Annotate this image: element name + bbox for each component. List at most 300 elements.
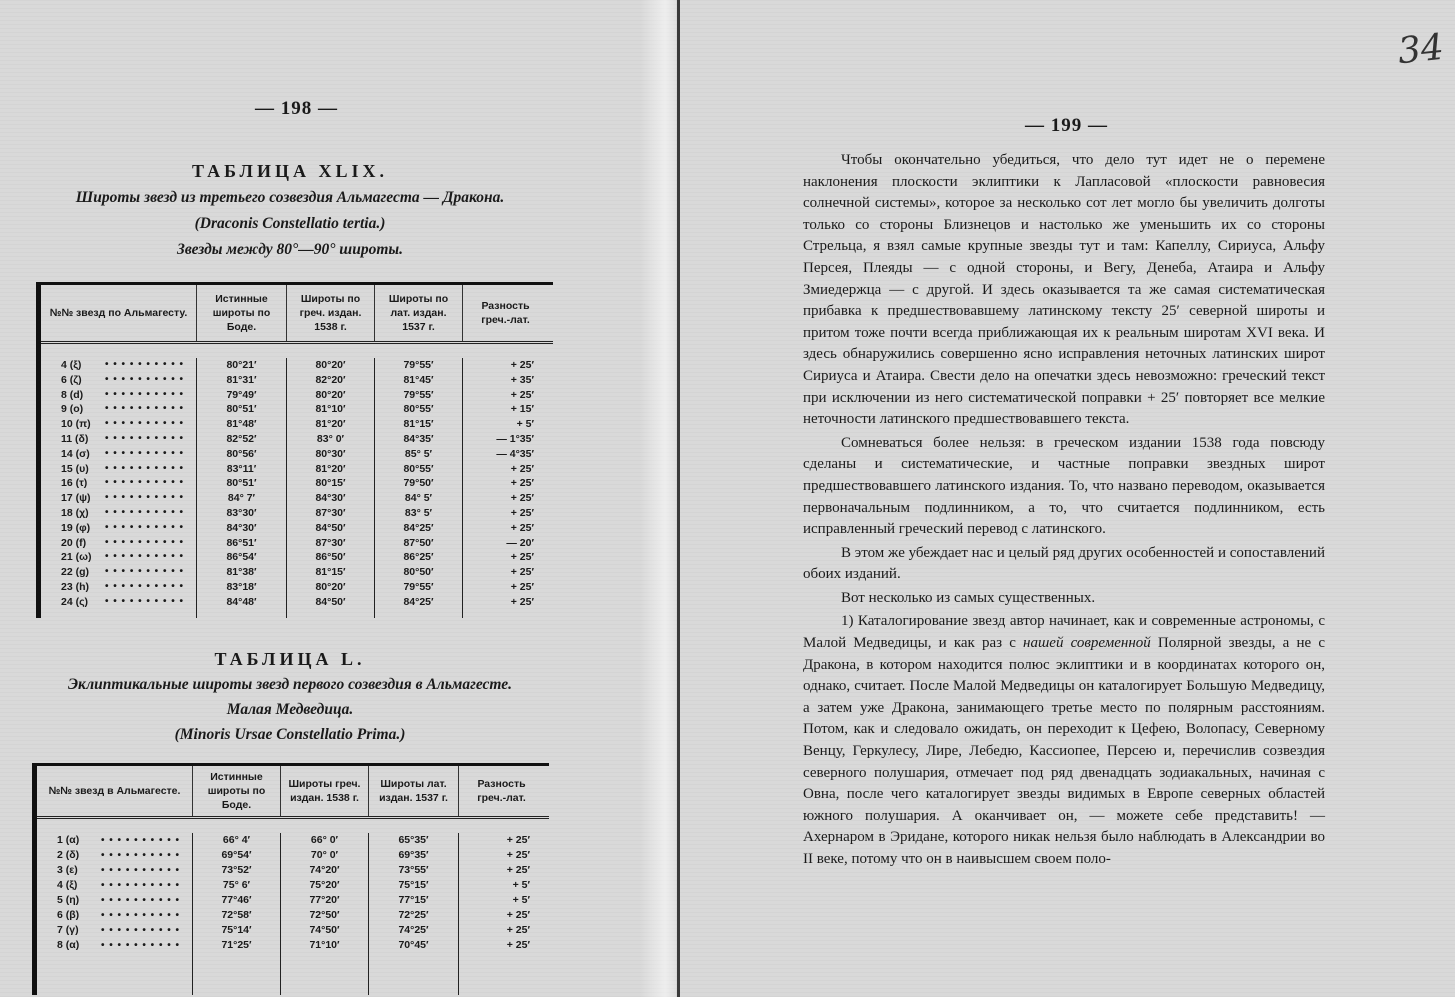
cell-difference: + 25′ [506, 864, 530, 876]
table-row-cell-wrapper [375, 491, 462, 506]
body-text [803, 150, 1325, 873]
cell-true-latitude: 73°52′ [221, 864, 252, 876]
table-49-heading [10, 160, 570, 260]
table-row-cell-wrapper [41, 402, 196, 417]
cell-star-number: 8 (α) [57, 939, 80, 951]
header-star-number: №№ звезд по Альмагесту. [41, 285, 197, 341]
table-row-cell-wrapper [193, 863, 280, 878]
table-row-cell-wrapper [459, 938, 544, 953]
cell-greek-1538: 80°30′ [315, 447, 346, 460]
table-row-cell-wrapper [463, 580, 548, 595]
table-row-cell-wrapper [463, 476, 548, 491]
table-row-cell-wrapper [375, 550, 462, 565]
cell-latin-1537: 86°25′ [403, 551, 434, 564]
table-row-cell-wrapper [41, 595, 196, 610]
cell-star-number: 4 (ξ) [57, 879, 78, 891]
cell-greek-1538: 80°15′ [315, 477, 346, 490]
cell-latin-1537: 65°35′ [398, 834, 429, 846]
cell-greek-1538: 74°20′ [309, 864, 340, 876]
cell-true-latitude: 82°52′ [226, 432, 257, 445]
cell-greek-1538: 71°10′ [309, 939, 340, 951]
cell-difference: + 25′ [506, 909, 530, 921]
table-row-cell-wrapper [463, 506, 548, 521]
cell-star-number: 3 (ε) [57, 864, 78, 876]
cell-greek-1538: 74°50′ [309, 924, 340, 936]
cell-greek-1538: 87°30′ [315, 536, 346, 549]
table-row-cell-wrapper [41, 550, 196, 565]
cell-difference: + 25′ [510, 521, 534, 534]
cell-true-latitude: 84°48′ [226, 595, 257, 608]
gutter-shadow [640, 0, 676, 997]
table-row-cell-wrapper [37, 878, 192, 893]
cell-latin-1537: 79°50′ [403, 477, 434, 490]
column-greek-1538 [281, 833, 369, 995]
cell-greek-1538: 70° 0′ [310, 849, 339, 861]
cell-latin-1537: 77°15′ [398, 894, 429, 906]
cell-difference: + 25′ [510, 595, 534, 608]
table-row-cell-wrapper [281, 908, 368, 923]
leader-dots: • • • • • • • • • • [105, 359, 185, 370]
cell-greek-1538: 83° 0′ [316, 432, 345, 445]
table-row-cell-wrapper [37, 893, 192, 908]
header-true-latitude: Истинные широты по Боде. [197, 285, 287, 341]
table-row-cell-wrapper [193, 848, 280, 863]
cell-difference: + 25′ [510, 506, 534, 519]
table-49-body [41, 344, 553, 618]
cell-latin-1537: 85° 5′ [404, 447, 433, 460]
column-difference [463, 358, 548, 618]
cell-difference: + 15′ [510, 403, 534, 416]
table-row-cell-wrapper [41, 476, 196, 491]
table-row-cell-wrapper [463, 521, 548, 536]
cell-latin-1537: 75°15′ [398, 879, 429, 891]
header-true-latitude: Истинные широты по Боде. [193, 766, 281, 816]
table-row-cell-wrapper [463, 373, 548, 388]
cell-star-number: 5 (η) [57, 894, 80, 906]
table-50-body [37, 819, 549, 995]
table-50-note: Малая Медведица. [226, 701, 354, 718]
cell-star-number: 15 (υ) [61, 462, 89, 475]
cell-difference: + 25′ [510, 462, 534, 475]
table-row-cell-wrapper [287, 550, 374, 565]
paragraph-2: Сомневаться более нельзя: в греческом издании 1538 года повсюду сделаны и систематические, и частные поправки звездных широт предшествовавшего латинского издания. То, что названо переводом, оказывается первоначальным подлинником, а то, что считается подлинником, есть исправленный греческий перевод с латинского. [803, 434, 1325, 538]
table-row-cell-wrapper [197, 388, 286, 403]
table-row-cell-wrapper [41, 580, 196, 595]
cell-true-latitude: 86°54′ [226, 551, 257, 564]
cell-latin-1537: 80°50′ [403, 566, 434, 579]
cell-greek-1538: 84°50′ [315, 521, 346, 534]
cell-latin-1537: 80°55′ [403, 462, 434, 475]
cell-greek-1538: 82°20′ [315, 373, 346, 386]
table-row-cell-wrapper [41, 462, 196, 477]
cell-true-latitude: 80°21′ [226, 359, 257, 371]
leader-dots: • • • • • • • • • • [101, 910, 181, 921]
table-row-cell-wrapper [375, 580, 462, 595]
leader-dots: • • • • • • • • • • [101, 880, 181, 891]
leader-dots: • • • • • • • • • • [101, 925, 181, 936]
leader-dots: • • • • • • • • • • [105, 580, 185, 592]
cell-greek-1538: 80°20′ [315, 359, 346, 371]
leader-dots: • • • • • • • • • • [105, 403, 185, 415]
cell-difference: + 25′ [510, 359, 534, 371]
table-row-cell-wrapper [369, 923, 458, 938]
table-50-title: ТАБЛИЦА L. [214, 649, 366, 669]
table-row-cell-wrapper [369, 878, 458, 893]
table-50-latin: (Minoris Ursae Constellatio Prima.) [174, 726, 406, 743]
cell-star-number: 16 (τ) [61, 477, 88, 490]
cell-greek-1538: 81°20′ [315, 462, 346, 475]
paragraph-3: В этом же убеждает нас и целый ряд других особенностей и сопоставлений обоих изданий. [803, 544, 1325, 583]
cell-true-latitude: 81°31′ [226, 373, 257, 386]
cell-greek-1538: 84°50′ [315, 595, 346, 608]
table-49-subtitle: Широты звезд из третьего созвездия Альмагеста — Дракона. [75, 189, 505, 206]
table-row-cell-wrapper [193, 833, 280, 848]
table-row-cell-wrapper [287, 476, 374, 491]
leader-dots: • • • • • • • • • • [105, 521, 185, 533]
table-49-note: Звезды между 80°—90° широты. [176, 241, 404, 258]
item-1-italic: нашей современной [1023, 635, 1151, 652]
table-row-cell-wrapper [193, 938, 280, 953]
table-row-cell-wrapper [369, 848, 458, 863]
cell-difference: + 25′ [510, 388, 534, 401]
table-row-cell-wrapper [375, 447, 462, 462]
table-row-cell-wrapper [197, 373, 286, 388]
leader-dots: • • • • • • • • • • [101, 865, 181, 876]
table-row-cell-wrapper [193, 908, 280, 923]
cell-greek-1538: 81°15′ [315, 566, 346, 579]
table-row-cell-wrapper [459, 848, 544, 863]
table-row-cell-wrapper [197, 565, 286, 580]
leader-dots: • • • • • • • • • • [101, 940, 181, 951]
cell-star-number: 1 (α) [57, 834, 80, 846]
cell-difference: + 25′ [510, 566, 534, 579]
table-row-cell-wrapper [197, 491, 286, 506]
cell-star-number: 10 (π) [61, 418, 91, 431]
cell-star-number: 19 (φ) [61, 521, 91, 534]
table-row-cell-wrapper [459, 863, 544, 878]
table-row-cell-wrapper [287, 447, 374, 462]
leader-dots: • • • • • • • • • • [105, 418, 185, 430]
cell-star-number: 2 (δ) [57, 849, 80, 861]
table-row-cell-wrapper [281, 893, 368, 908]
cell-difference: + 5′ [512, 894, 530, 906]
table-row-cell-wrapper [463, 550, 548, 565]
table-row-cell-wrapper [197, 432, 286, 447]
cell-true-latitude: 83°18′ [226, 580, 257, 593]
table-row-cell-wrapper [375, 521, 462, 536]
leader-dots: • • • • • • • • • • [105, 447, 185, 459]
cell-true-latitude: 66° 4′ [222, 834, 251, 846]
table-row-cell-wrapper [369, 908, 458, 923]
cell-true-latitude: 75°14′ [221, 924, 252, 936]
table-row-cell-wrapper [41, 417, 196, 432]
table-row-cell-wrapper [197, 595, 286, 610]
table-row-cell-wrapper [375, 373, 462, 388]
cell-star-number: 11 (δ) [61, 432, 89, 445]
table-row-cell-wrapper [375, 476, 462, 491]
cell-difference: + 5′ [516, 418, 534, 431]
table-row-cell-wrapper [197, 358, 286, 373]
table-row-cell-wrapper [369, 833, 458, 848]
table-row-cell-wrapper [41, 536, 196, 551]
cell-latin-1537: 87°50′ [403, 536, 434, 549]
cell-true-latitude: 84° 7′ [227, 492, 256, 505]
table-row-cell-wrapper [375, 358, 462, 373]
table-row-cell-wrapper [375, 388, 462, 403]
header-difference: Разность греч.-лат. [481, 300, 530, 326]
table-row-cell-wrapper [281, 878, 368, 893]
cell-latin-1537: 79°55′ [403, 580, 434, 593]
table-row-cell-wrapper [41, 521, 196, 536]
table-row-cell-wrapper [375, 506, 462, 521]
table-49-header [41, 285, 553, 344]
table-row-cell-wrapper [41, 388, 196, 403]
cell-star-number: 18 (χ) [61, 506, 89, 519]
leader-dots: • • • • • • • • • • [105, 506, 185, 518]
column-true-latitude [193, 833, 281, 995]
item-1-text-start: 1) Каталогирование звезд автор начинает, как и современные астрономы, с Малой Медведицы, и как раз с [803, 613, 1325, 652]
cell-star-number: 8 (d) [61, 388, 84, 401]
table-row-cell-wrapper [287, 402, 374, 417]
cell-difference: + 25′ [510, 492, 534, 505]
cell-greek-1538: 81°20′ [315, 418, 346, 431]
cell-true-latitude: 80°56′ [226, 447, 257, 460]
cell-greek-1538: 81°10′ [315, 403, 346, 416]
cell-latin-1537: 81°45′ [403, 373, 434, 386]
item-1-text-end: Полярной звезды, а не с Дракона, в котором находится полюс эклиптики и в координатах которого он, однако, считает. После Малой Медведицы он каталогирует Большую Медведицу, а затем уже Дракона, занимающего третье место по полярным расстояниям. Потом, как и следовало ожидать, он переходит к Цефею, Волопасу, Северному Венцу, Геркулесу, Лире, Лебедю, Кассиопее, Персею и, перечислив созвездия северного полушария, отмечает под ряд двенадцать зодиакальных, начиная с Овна, после чего каталогирует звезды видимых в Европе северных областей южного полушария. А оканчивает он, — можете себе представить! — Ахернаром в Эридане, которого никак нельзя было наблюдать в Александрии во II веке, потому что он в наивысшем своем поло- [803, 635, 1325, 867]
cell-star-number: 9 (ο) [61, 403, 84, 416]
table-row-cell-wrapper [41, 565, 196, 580]
leader-dots: • • • • • • • • • • [105, 388, 185, 400]
table-row-cell-wrapper [287, 595, 374, 610]
cell-difference: + 25′ [506, 834, 530, 846]
cell-latin-1537: 84°35′ [403, 432, 434, 445]
table-50-header [37, 766, 549, 819]
table-row-cell-wrapper [287, 462, 374, 477]
cell-difference: + 35′ [510, 373, 534, 386]
header-latin-1537: Широты лат. издан. 1537 г. [369, 766, 459, 816]
cell-true-latitude: 75° 6′ [222, 879, 251, 891]
cell-true-latitude: 71°25′ [221, 939, 252, 951]
cell-difference: + 5′ [512, 879, 530, 891]
table-row-cell-wrapper [197, 417, 286, 432]
table-row-cell-wrapper [287, 491, 374, 506]
cell-latin-1537: 83° 5′ [404, 506, 433, 519]
table-row-cell-wrapper [463, 462, 548, 477]
cell-true-latitude: 81°48′ [226, 418, 257, 431]
table-row-cell-wrapper [287, 506, 374, 521]
cell-true-latitude: 81°38′ [226, 566, 257, 579]
table-row-cell-wrapper [463, 388, 548, 403]
table-row-cell-wrapper [463, 417, 548, 432]
table-row-cell-wrapper [375, 417, 462, 432]
table-row-cell-wrapper [463, 432, 548, 447]
cell-latin-1537: 74°25′ [398, 924, 429, 936]
leader-dots: • • • • • • • • • • [105, 536, 185, 548]
column-star-number [41, 358, 197, 618]
table-row-cell-wrapper [37, 938, 192, 953]
leader-dots: • • • • • • • • • • [105, 477, 185, 489]
table-row-cell-wrapper [369, 893, 458, 908]
cell-greek-1538: 87°30′ [315, 506, 346, 519]
cell-difference: + 25′ [510, 551, 534, 564]
cell-greek-1538: 72°50′ [309, 909, 340, 921]
cell-true-latitude: 69°54′ [221, 849, 252, 861]
column-latin-1537 [369, 833, 459, 995]
table-row-cell-wrapper [375, 536, 462, 551]
table-row-cell-wrapper [463, 447, 548, 462]
cell-difference: + 25′ [506, 939, 530, 951]
header-star-number: №№ звезд в Альмагесте. [37, 766, 193, 816]
header-latin-1537: Широты по лат. издан. 1537 г. [375, 285, 463, 341]
table-row-cell-wrapper [41, 432, 196, 447]
cell-star-number: 20 (f) [61, 536, 87, 549]
table-row-cell-wrapper [193, 878, 280, 893]
table-row-cell-wrapper [375, 565, 462, 580]
cell-star-number: 23 (h) [61, 580, 90, 593]
table-row-cell-wrapper [197, 550, 286, 565]
table-row-cell-wrapper [287, 417, 374, 432]
cell-difference: + 25′ [506, 924, 530, 936]
cell-star-number: 22 (g) [61, 566, 90, 579]
page-number-left: — 198 — [255, 98, 338, 119]
header-greek-1538: Широты греч. издан. 1538 г. [281, 766, 369, 816]
cell-greek-1538: 77°20′ [309, 894, 340, 906]
table-row-cell-wrapper [375, 595, 462, 610]
cell-star-number: 6 (β) [57, 909, 80, 921]
paragraph-item-1 [803, 611, 1325, 870]
column-latin-1537 [375, 358, 463, 618]
table-row-cell-wrapper [197, 402, 286, 417]
table-49 [36, 282, 553, 618]
cell-greek-1538: 66° 0′ [310, 834, 339, 846]
table-row-cell-wrapper [287, 432, 374, 447]
cell-difference: — 4°35′ [496, 447, 534, 460]
table-50 [32, 763, 549, 995]
table-row-cell-wrapper [375, 402, 462, 417]
table-row-cell-wrapper [41, 506, 196, 521]
table-row-cell-wrapper [463, 491, 548, 506]
cell-difference: + 25′ [510, 580, 534, 593]
table-row-cell-wrapper [197, 506, 286, 521]
table-row-cell-wrapper [193, 923, 280, 938]
table-row-cell-wrapper [375, 462, 462, 477]
leader-dots: • • • • • • • • • • [101, 835, 181, 846]
cell-latin-1537: 81°15′ [403, 418, 434, 431]
table-row-cell-wrapper [281, 848, 368, 863]
table-row-cell-wrapper [41, 447, 196, 462]
cell-latin-1537: 79°55′ [403, 359, 434, 371]
cell-star-number: 24 (ς) [61, 595, 89, 608]
table-row-cell-wrapper [287, 388, 374, 403]
table-row-cell-wrapper [287, 373, 374, 388]
table-row-cell-wrapper [287, 580, 374, 595]
table-row-cell-wrapper [197, 476, 286, 491]
table-50-heading [10, 648, 570, 745]
leader-dots: • • • • • • • • • • [105, 595, 185, 607]
cell-true-latitude: 80°51′ [226, 477, 257, 490]
table-row-cell-wrapper [281, 923, 368, 938]
cell-true-latitude: 79°49′ [226, 388, 257, 401]
table-row-cell-wrapper [287, 565, 374, 580]
table-row-cell-wrapper [459, 833, 544, 848]
cell-star-number: 6 (ζ) [61, 373, 82, 386]
cell-true-latitude: 72°58′ [221, 909, 252, 921]
cell-true-latitude: 80°51′ [226, 403, 257, 416]
leader-dots: • • • • • • • • • • [105, 462, 185, 474]
table-row-cell-wrapper [287, 536, 374, 551]
leader-dots: • • • • • • • • • • [101, 895, 181, 906]
table-row-cell-wrapper [287, 358, 374, 373]
column-difference [459, 833, 544, 995]
leader-dots: • • • • • • • • • • [105, 432, 185, 444]
table-row-cell-wrapper [41, 491, 196, 506]
cell-true-latitude: 83°30′ [226, 506, 257, 519]
table-row-cell-wrapper [41, 373, 196, 388]
table-row-cell-wrapper [37, 908, 192, 923]
table-row-cell-wrapper [197, 462, 286, 477]
table-row-cell-wrapper [193, 893, 280, 908]
cell-true-latitude: 83°11′ [226, 462, 257, 475]
page-number-right: — 199 — [1025, 115, 1108, 136]
table-row-cell-wrapper [197, 580, 286, 595]
paragraph-4: Вот несколько из самых существенных. [841, 589, 1096, 606]
cell-latin-1537: 79°55′ [403, 388, 434, 401]
table-row-cell-wrapper [459, 923, 544, 938]
table-row-cell-wrapper [37, 863, 192, 878]
leader-dots: • • • • • • • • • • [105, 373, 185, 385]
cell-greek-1538: 80°20′ [315, 388, 346, 401]
cell-true-latitude: 84°30′ [226, 521, 257, 534]
table-row-cell-wrapper [197, 521, 286, 536]
cell-true-latitude: 77°46′ [221, 894, 252, 906]
table-row-cell-wrapper [281, 833, 368, 848]
cell-latin-1537: 84°25′ [403, 595, 434, 608]
cell-latin-1537: 72°25′ [398, 909, 429, 921]
table-row-cell-wrapper [459, 908, 544, 923]
header-difference: Разность греч.-лат. [477, 778, 526, 804]
table-row-cell-wrapper [459, 878, 544, 893]
paragraph-1: Чтобы окончательно убедиться, что дело тут идет не о перемене наклонения плоскости эклиптики к Лапласовой «плоскости равновесия солнечной системы», которое за несколько сот лет могло бы увеличить долготы только со стороны Близнецов и настолько же уменьшить их со стороны Стрельца, я взял самые крупные звезды тут и там: Капеллу, Сириуса, Альфу Персея, Плеяды — с одной стороны, и Вегу, Денеба, Атаира и Альфу Змиедержца — с другой. И здесь оказывается та же самая систематическая прибавка к предшествовавшему латинскому тексту 25′ северной широты и притом тоже почти всегда приближающая их к реальным широтам XVI века. И здесь обнаружились совершенно ясно исправления неточных латинских широт Сириуса и Атаира. Свести дело на опечатки здесь невозможно: греческий текст при исключении из него систематической поправки + 25′ повторяет все мелкие неточности латинского предшествовавшего текста. [803, 152, 1325, 428]
table-row-cell-wrapper [197, 447, 286, 462]
table-row-cell-wrapper [463, 358, 548, 373]
leader-dots: • • • • • • • • • • [105, 551, 185, 563]
header-greek-1538: Широты по греч. издан. 1538 г. [287, 285, 375, 341]
table-row-cell-wrapper [287, 521, 374, 536]
column-true-latitude [197, 358, 287, 618]
table-row-cell-wrapper [369, 863, 458, 878]
table-row-cell-wrapper [459, 893, 544, 908]
cell-star-number: 4 (ξ) [61, 359, 82, 371]
cell-latin-1537: 69°35′ [398, 849, 429, 861]
cell-greek-1538: 80°20′ [315, 580, 346, 593]
leader-dots: • • • • • • • • • • [105, 492, 185, 504]
cell-greek-1538: 84°30′ [315, 492, 346, 505]
table-row-cell-wrapper [463, 536, 548, 551]
cell-difference: + 25′ [506, 849, 530, 861]
cell-greek-1538: 86°50′ [315, 551, 346, 564]
handwritten-page-number: 34 [1395, 26, 1446, 73]
table-row-cell-wrapper [375, 432, 462, 447]
table-49-latin: (Draconis Constellatio tertia.) [194, 215, 386, 232]
cell-difference: — 1°35′ [496, 432, 534, 445]
cell-true-latitude: 86°51′ [226, 536, 257, 549]
cell-latin-1537: 84° 5′ [404, 492, 433, 505]
table-50-subtitle: Эклиптикальные широты звезд первого созвездия в Альмагесте. [67, 676, 513, 693]
table-row-cell-wrapper [197, 536, 286, 551]
cell-star-number: 21 (ω) [61, 551, 92, 564]
cell-latin-1537: 84°25′ [403, 521, 434, 534]
